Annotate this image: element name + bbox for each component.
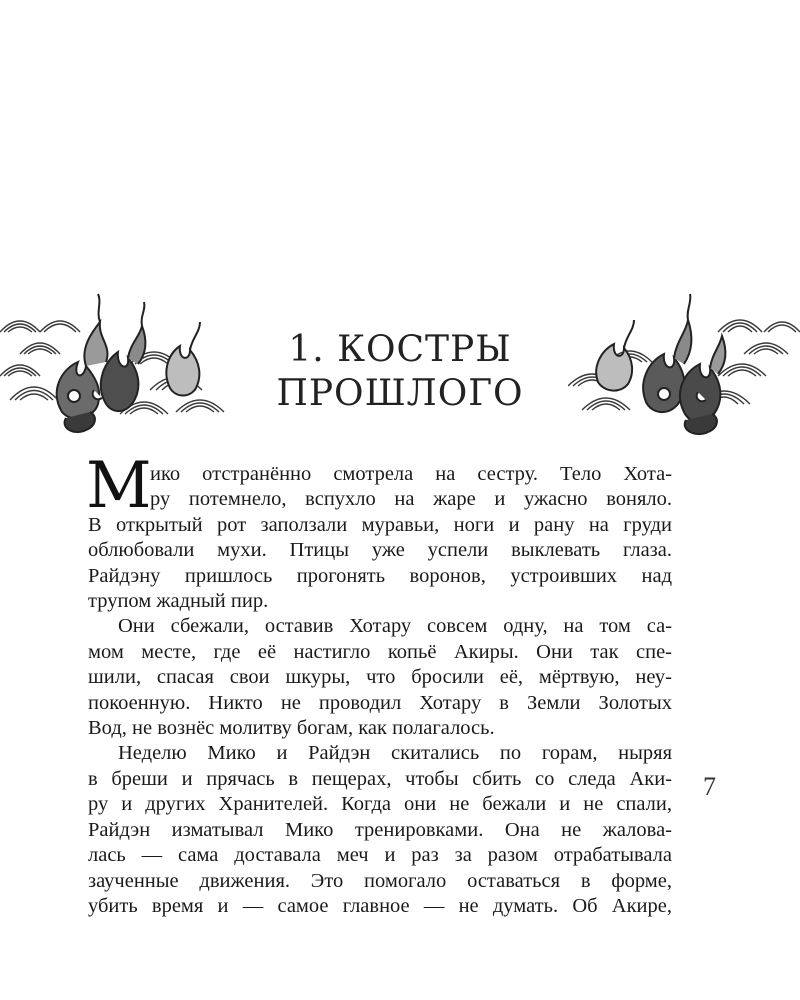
drop-cap: М — [86, 449, 152, 523]
chapter-title — [232, 328, 568, 416]
text-line: мом месте, где её настигло копьё Акиры. Они так спе- — [88, 640, 672, 663]
text-line: Неделю Мико и Райдэн скитались по горам, ныряя — [118, 742, 672, 765]
text-line: лась — сама доставала меч и раз за разом отрабатывала — [88, 844, 672, 867]
paragraph-1 — [86, 449, 672, 614]
text-line: В открытый рот заползали муравьи, ноги и рану на груди — [88, 513, 672, 536]
flame-wave-ornament-right-icon — [568, 292, 800, 442]
text-line: трупом жадный пир. — [88, 590, 269, 613]
text-line: ико отстранённо смотрела на сестру. Тело Хота- — [150, 463, 672, 485]
chapter-title-line-1: 1. КОСТРЫ — [288, 329, 512, 370]
flame-wave-ornament-left-icon — [0, 292, 232, 442]
chapter-body-text — [86, 449, 672, 919]
paragraph-2 — [88, 614, 672, 741]
text-line: Райдэну пришлось прогонять воронов, устроивших над — [88, 564, 672, 587]
text-line: убить время и — самое главное — не думать. Об Акире, — [88, 894, 672, 917]
text-line: Они сбежали, оставив Хотару совсем одну, на том са- — [118, 615, 672, 638]
text-line: Райдэн изматывал Мико тренировками. Она не жалова- — [88, 818, 672, 841]
text-line: ру потемнело, вспухло на жаре и ужасно воняло. — [150, 488, 672, 511]
paragraph-3 — [88, 741, 672, 919]
text-line: в бреши и прячась в пещерах, чтобы сбить со следа Аки- — [88, 767, 672, 790]
text-line: заученные движения. Это помогало оставаться в форме, — [88, 869, 672, 892]
text-line: Вод, не вознёс молитву богам, как полагалось. — [88, 717, 495, 740]
text-line: шили, спасая свои шкуры, что бросили её, мёртвую, неу- — [88, 666, 672, 689]
text-line: покоенную. Никто не проводил Хотару в Земли Золотых — [88, 691, 672, 714]
page-number: 7 — [703, 772, 716, 801]
text-line: облюбовали мухи. Птицы уже успели выклевать глаза. — [88, 539, 672, 562]
chapter-title-line-2: ПРОШЛОГО — [276, 373, 524, 414]
text-line: ру и других Хранителей. Когда они не бежали и не спали, — [88, 793, 672, 816]
